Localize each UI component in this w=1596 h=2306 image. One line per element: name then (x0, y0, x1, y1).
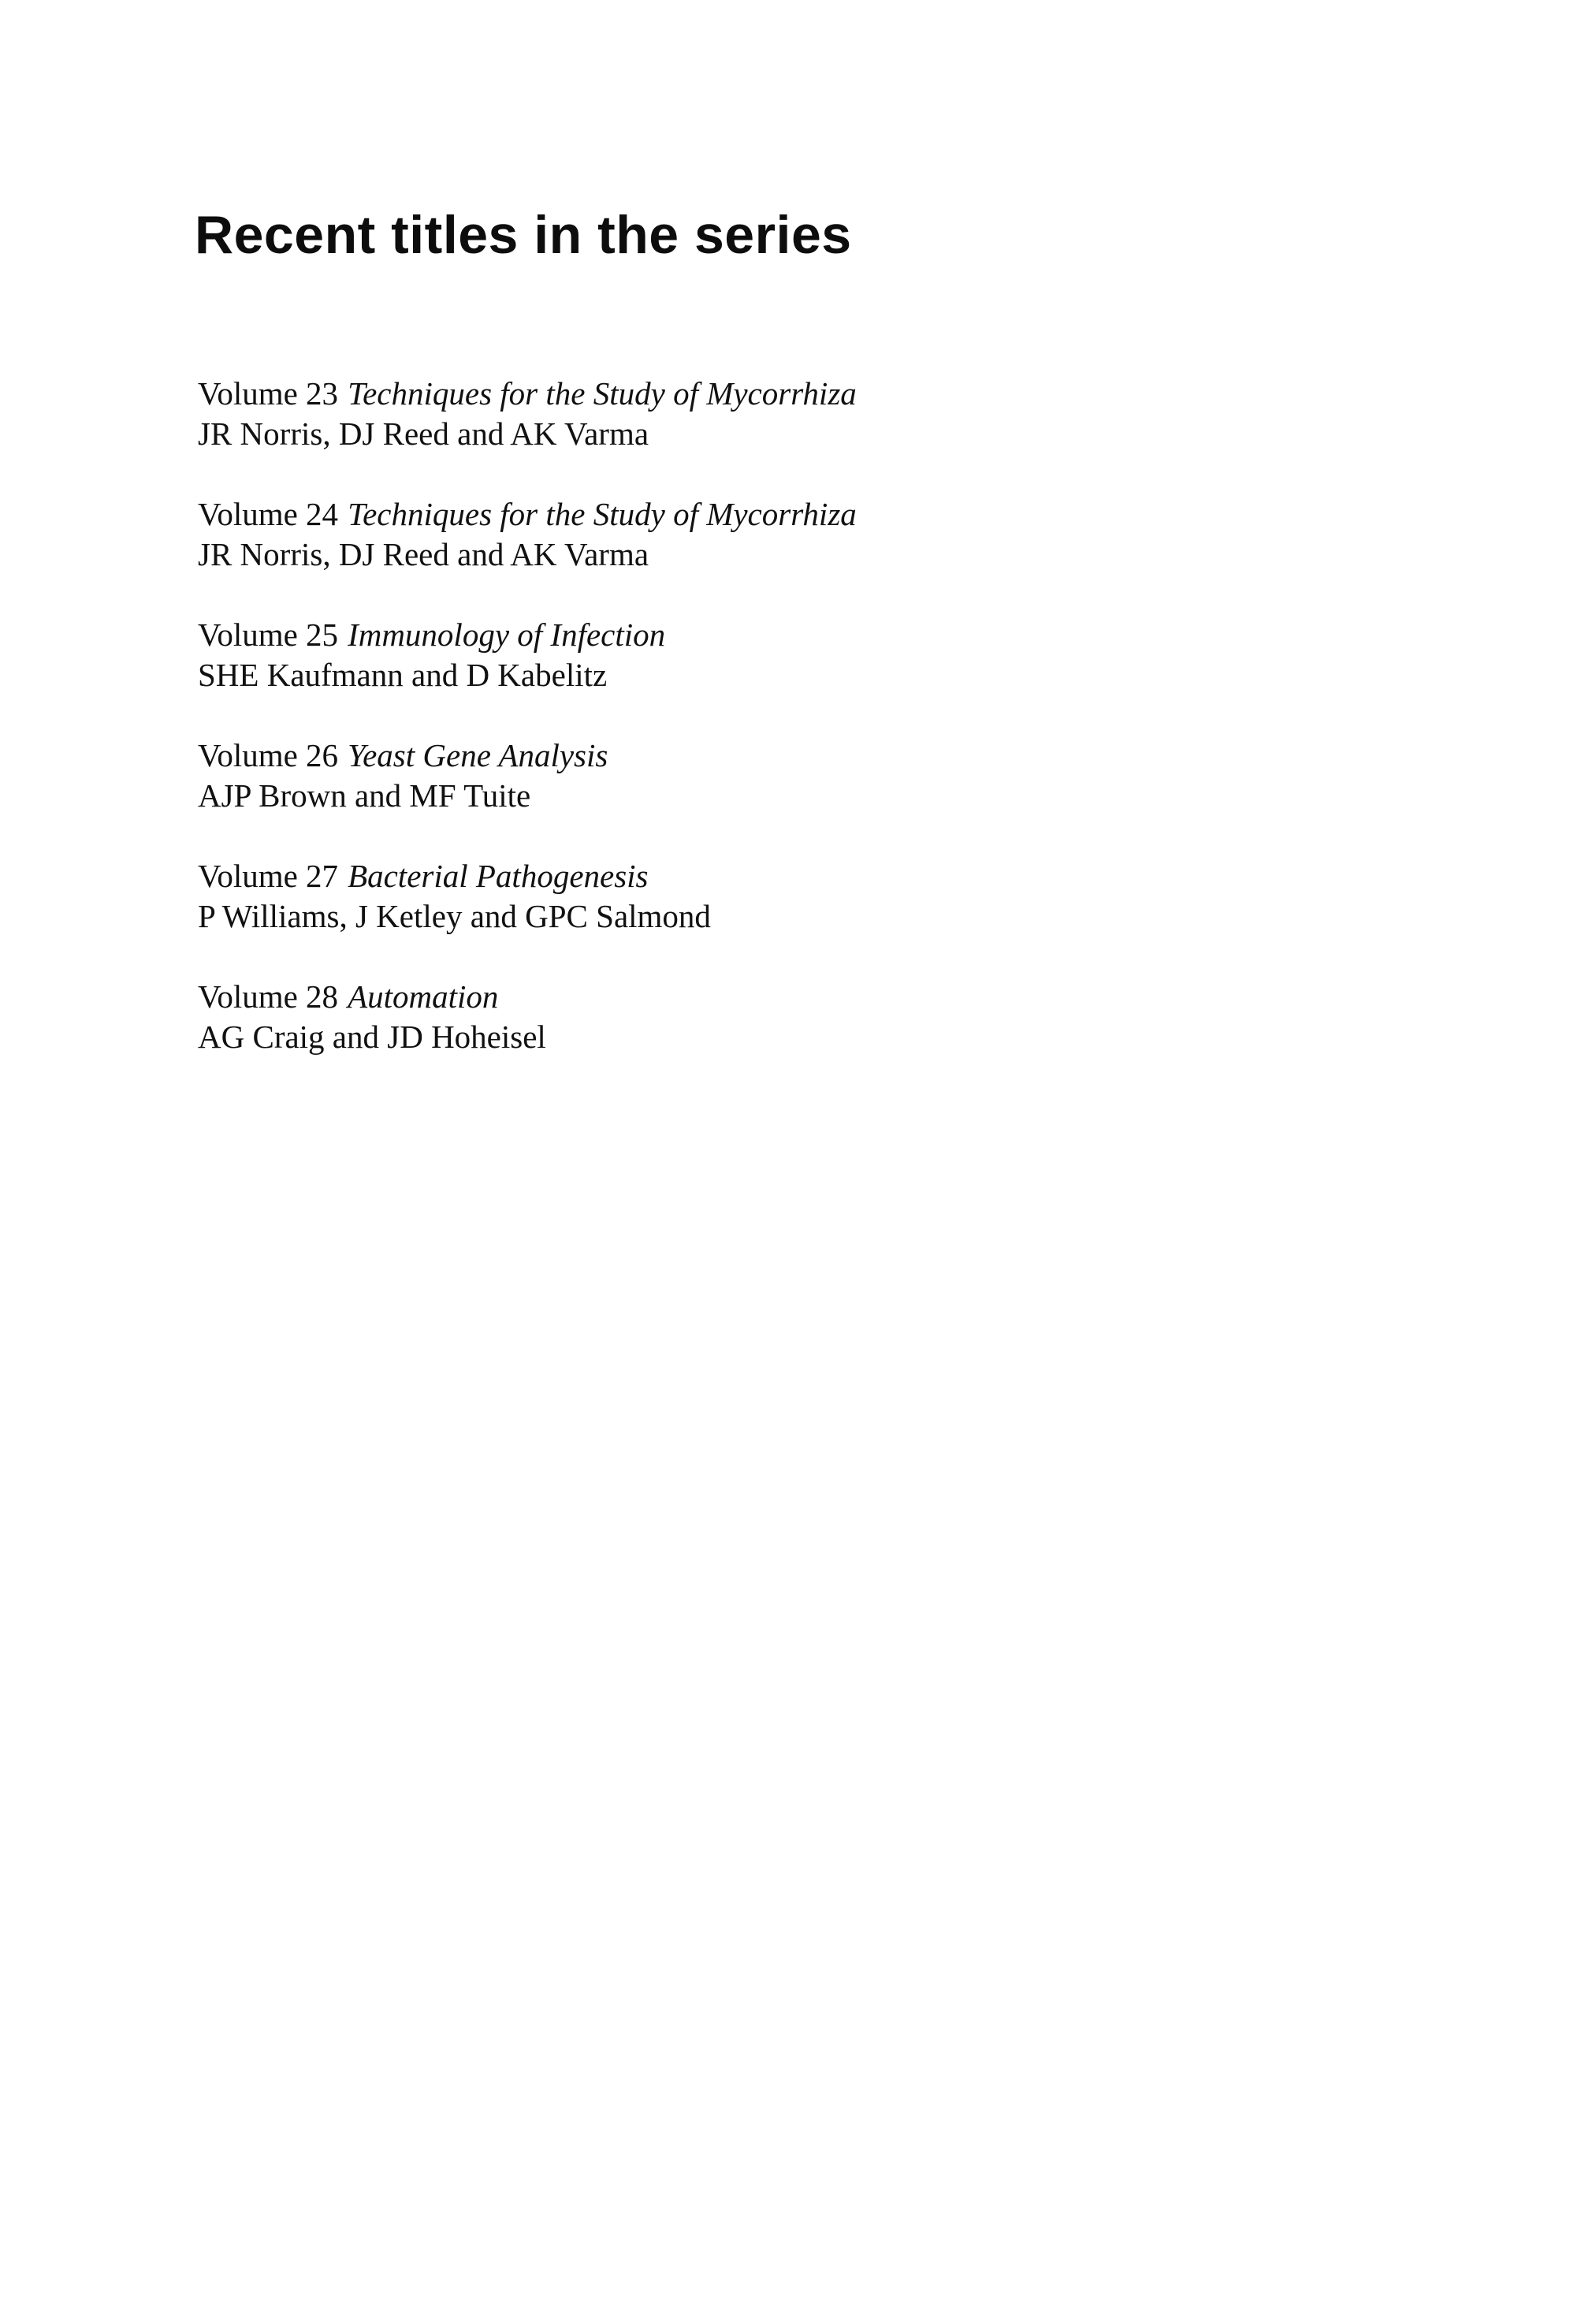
volume-title: Techniques for the Study of Mycorrhiza (348, 496, 857, 532)
volume-entry-28 (198, 977, 1222, 1057)
volume-authors: AG Craig and JD Hoheisel (198, 1019, 546, 1055)
volume-authors: AJP Brown and MF Tuite (198, 777, 531, 814)
volume-title: Yeast Gene Analysis (348, 737, 608, 773)
volume-number: Volume 24 (198, 496, 339, 532)
volume-authors: JR Norris, DJ Reed and AK Varma (198, 536, 649, 572)
volume-line (198, 977, 1222, 1017)
page-heading: Recent titles in the series (195, 205, 852, 265)
volume-title: Automation (348, 978, 499, 1015)
volume-number: Volume 23 (198, 375, 339, 412)
volume-entry-25 (198, 615, 1222, 695)
volume-number: Volume 25 (198, 617, 339, 653)
volume-authors: SHE Kaufmann and D Kabelitz (198, 657, 608, 693)
volume-title: Immunology of Infection (348, 617, 666, 653)
volume-line (198, 494, 1222, 535)
volume-number: Volume 26 (198, 737, 339, 773)
volume-line (198, 856, 1222, 896)
volume-entry-23 (198, 374, 1222, 454)
volume-number: Volume 27 (198, 858, 339, 894)
volume-list (198, 374, 1222, 1097)
volume-entry-27 (198, 856, 1222, 937)
volume-line (198, 374, 1222, 414)
volume-number: Volume 28 (198, 978, 339, 1015)
volume-entry-24 (198, 494, 1222, 575)
volume-authors: JR Norris, DJ Reed and AK Varma (198, 415, 649, 452)
volume-line (198, 736, 1222, 776)
volume-title: Techniques for the Study of Mycorrhiza (348, 375, 857, 412)
volume-authors: P Williams, J Ketley and GPC Salmond (198, 898, 711, 934)
volume-title: Bacterial Pathogenesis (348, 858, 649, 894)
volume-entry-26 (198, 736, 1222, 816)
volume-line (198, 615, 1222, 655)
